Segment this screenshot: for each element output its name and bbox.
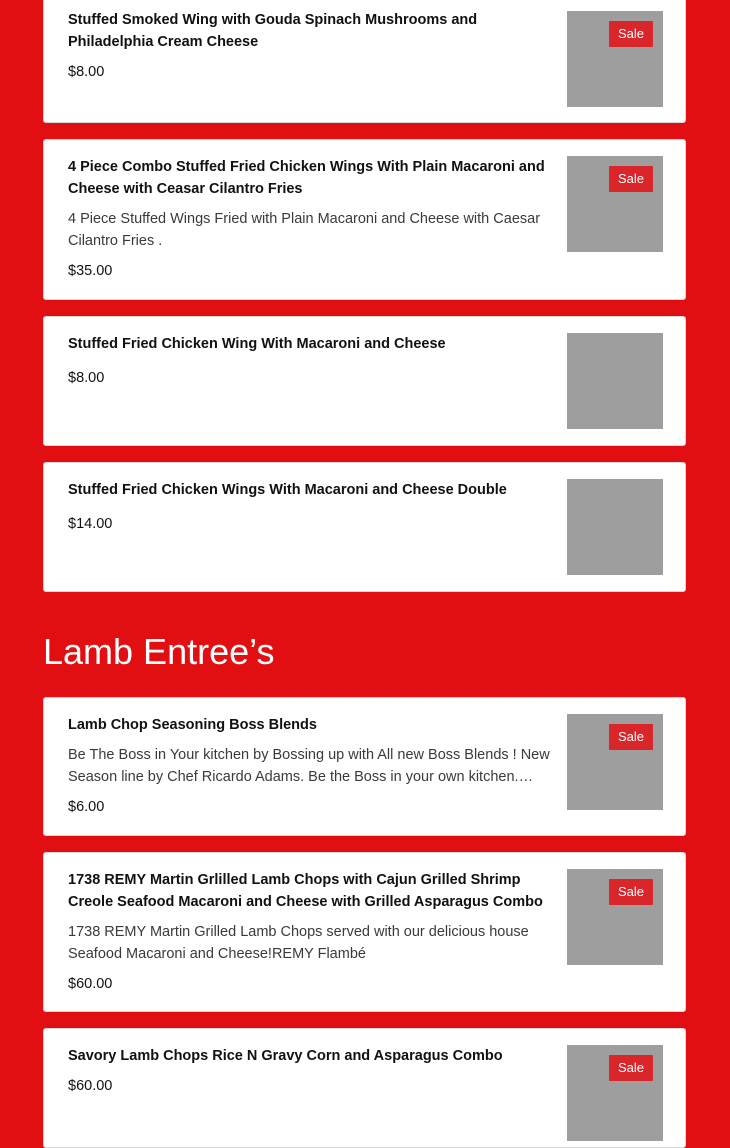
menu-item-card[interactable] xyxy=(43,852,686,1012)
menu-item-price: $60.00 xyxy=(68,1078,113,1094)
menu-item-card[interactable] xyxy=(43,697,686,836)
menu-item-price: $60.00 xyxy=(68,976,113,992)
menu-item-description: 1738 REMY Martin Grilled Lamb Chops served with our delicious house Seafood Macaroni and Cheese!REMY Flambé xyxy=(68,924,529,962)
menu-item-image[interactable] xyxy=(567,11,663,107)
sale-badge: Sale xyxy=(609,724,653,750)
menu-item-title[interactable]: Savory Lamb Chops Rice N Gravy Corn and Asparagus Combo xyxy=(68,1048,503,1064)
menu-item-image[interactable] xyxy=(567,479,663,575)
menu-item-price: $14.00 xyxy=(68,516,113,532)
menu-item-card[interactable] xyxy=(43,462,686,592)
menu-item-price: $35.00 xyxy=(68,263,113,279)
menu-item-image[interactable] xyxy=(567,869,663,965)
menu-item-price: $8.00 xyxy=(68,370,105,386)
menu-item-image[interactable] xyxy=(567,714,663,810)
sale-badge: Sale xyxy=(609,166,653,192)
sale-badge: Sale xyxy=(609,1055,653,1081)
menu-item-title[interactable]: Stuffed Smoked Wing with Gouda Spinach Mushrooms and Philadelphia Cream Cheese xyxy=(68,12,478,50)
menu-item-description: Be The Boss in Your kitchen by Bossing up with All new Boss Blends ! New Season line by Chef Ricardo Adams. Be the Boss in your own kitchen. xyxy=(68,747,550,785)
menu-item-card[interactable] xyxy=(43,1028,686,1148)
menu-item-card[interactable] xyxy=(43,139,686,300)
sale-badge: Sale xyxy=(609,21,653,47)
menu-item-title[interactable]: Stuffed Fried Chicken Wings With Macaroni and Cheese Double xyxy=(68,482,507,498)
menu-item-description: 4 Piece Stuffed Wings Fried with Plain Macaroni and Cheese with Caesar Cilantro Fries . xyxy=(68,211,541,249)
menu-item-image[interactable] xyxy=(567,1045,663,1141)
section-title-lamb-entrees: Lamb Entree’s xyxy=(43,631,275,672)
menu-item-price: $8.00 xyxy=(68,64,105,80)
menu-item-title[interactable]: Lamb Chop Seasoning Boss Blends xyxy=(68,717,317,733)
menu-item-image[interactable] xyxy=(567,333,663,429)
menu-item-image[interactable] xyxy=(567,156,663,252)
menu-item-card[interactable] xyxy=(43,316,686,446)
menu-item-card[interactable] xyxy=(43,0,686,123)
menu-item-title[interactable]: 4 Piece Combo Stuffed Fried Chicken Wings With Plain Macaroni and Cheese with Ceasar Cilantro Fries xyxy=(68,159,545,197)
sale-badge: Sale xyxy=(609,879,653,905)
menu-item-title[interactable]: Stuffed Fried Chicken Wing With Macaroni and Cheese xyxy=(68,336,446,352)
menu-item-price: $6.00 xyxy=(68,799,105,815)
menu-item-title[interactable]: 1738 REMY Martin Grlilled Lamb Chops with Cajun Grilled Shrimp Creole Seafood Macaroni and Cheese with Grilled Asparagus Combo xyxy=(68,872,543,910)
